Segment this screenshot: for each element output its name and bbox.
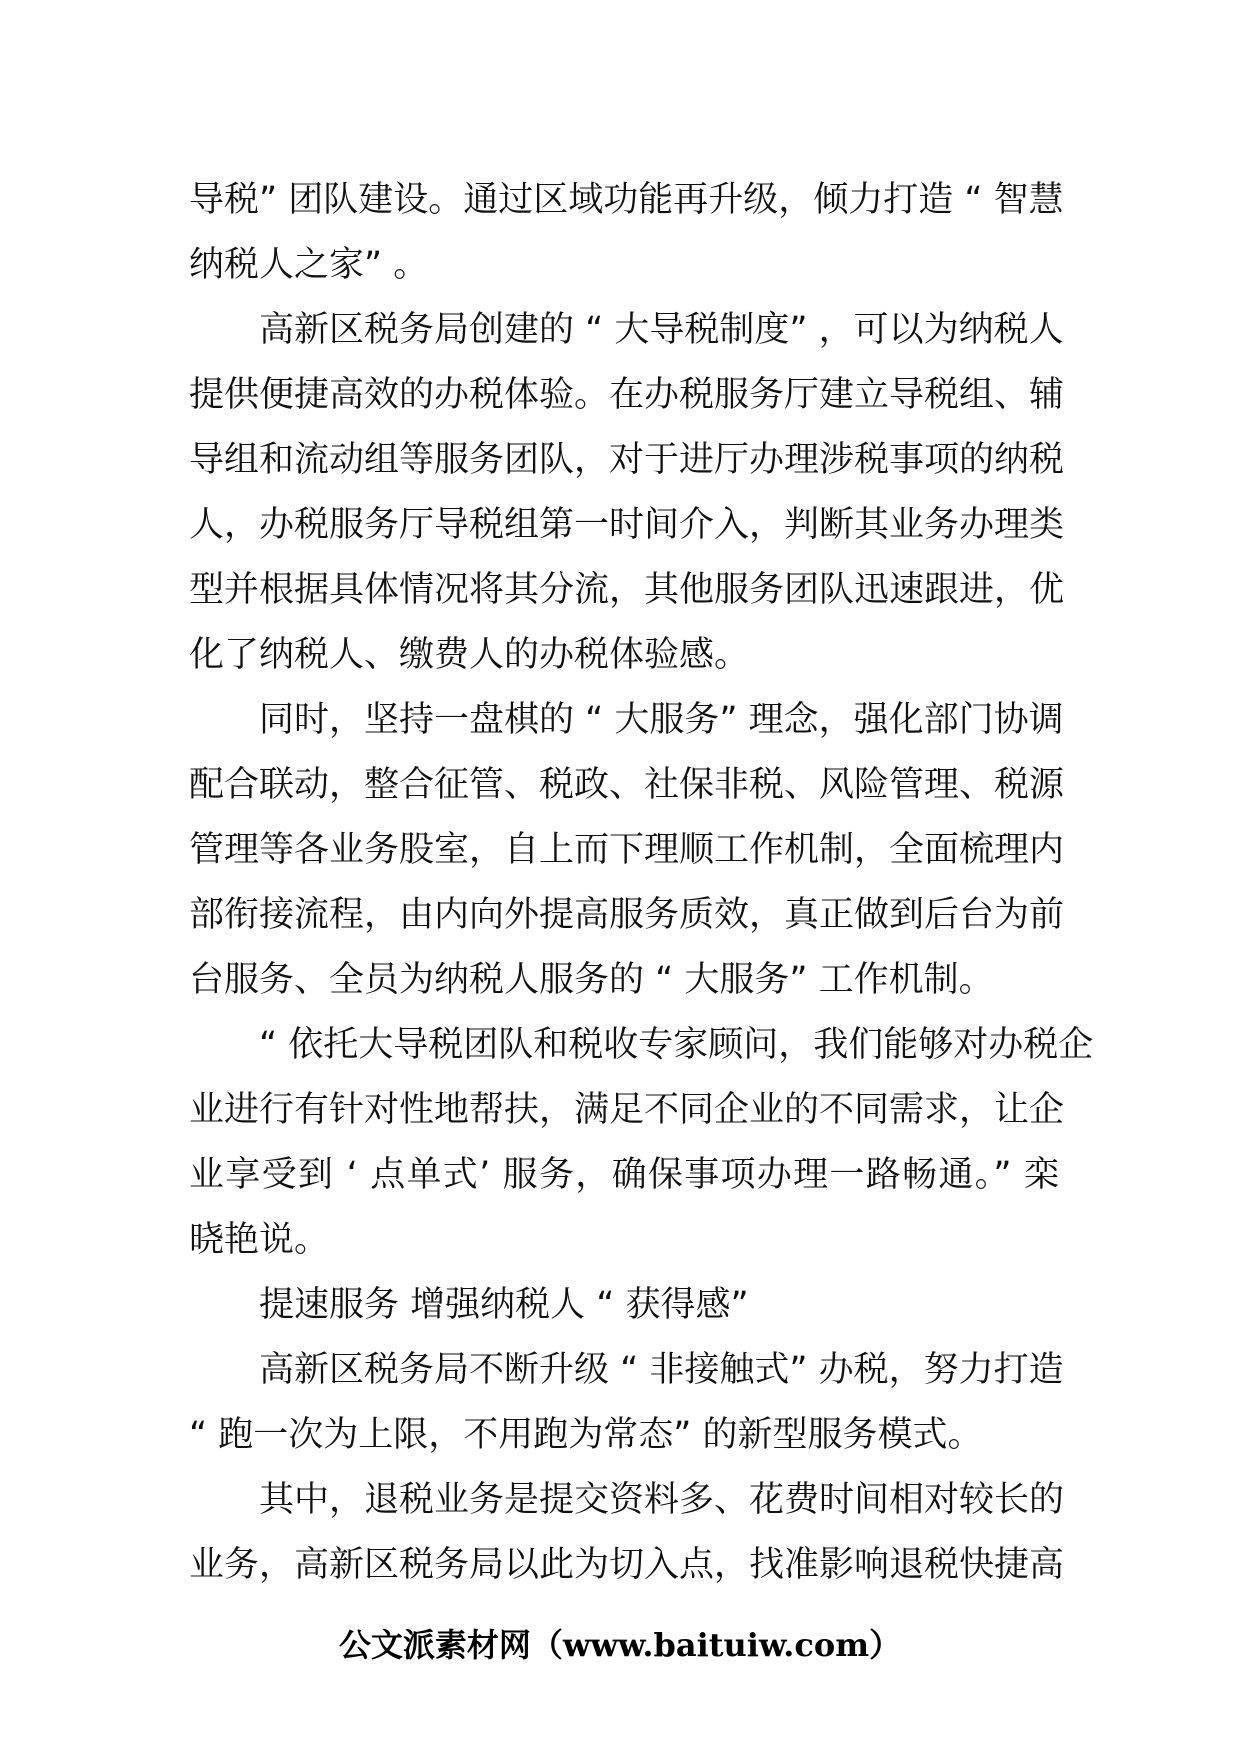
- text-line: “ 跑一次为上限，不用跑为常态” 的新型服务模式。: [189, 1415, 983, 1455]
- text-line: 导组和流动组等服务团队，对于进厅办理涉税事项的纳税: [189, 440, 1065, 480]
- text-line: 管理等各业务股室，自上而下理顺工作机制，全面梳理内: [189, 830, 1065, 870]
- text-line: 配合联动，整合征管、税政、社保非税、风险管理、税源: [189, 765, 1065, 805]
- text-line: 部衔接流程，由内向外提高服务质效，真正做到后台为前: [189, 895, 1065, 935]
- text-line: 导税” 团队建设。通过区域功能再升级，倾力打造 “ 智慧: [189, 180, 1064, 220]
- paragraph-start-line: 其中，退税业务是提交资料多、花费时间相对较长的: [259, 1480, 1065, 1520]
- footer-watermark: 公文派素材网（www.baituiw.com）: [338, 1626, 902, 1664]
- paragraph-start-line: 同时，坚持一盘棋的 “ 大服务” 理念，强化部门协调: [259, 700, 1064, 740]
- text-line: 业务，高新区税务局以此为切入点，找准影响退税快捷高: [189, 1545, 1065, 1585]
- body-text: [189, 168, 1094, 1598]
- paragraph-start-line: 高新区税务局创建的 “ 大导税制度” ，可以为纳税人: [259, 310, 1064, 350]
- text-line: 人，办税服务厅导税组第一时间介入，判断其业务办理类: [189, 505, 1065, 545]
- text-line: 型并根据具体情况将其分流，其他服务团队迅速跟进，优: [189, 570, 1065, 610]
- text-line: 台服务、全员为纳税人服务的 “ 大服务” 工作机制。: [189, 960, 994, 1000]
- text-line: 提供便捷高效的办税体验。在办税服务厅建立导税组、辅: [189, 375, 1065, 415]
- text-line: 业进行有针对性地帮扶，满足不同企业的不同需求，让企: [189, 1090, 1065, 1130]
- text-line: 化了纳税人、缴费人的办税体验感。: [189, 635, 750, 675]
- text-line: 纳税人之家” 。: [189, 245, 429, 285]
- text-line: 业享受到 ‘ 点单式’ 服务，确保事项办理一路畅通。” 栾: [189, 1155, 1059, 1195]
- paragraph-start-line: “ 依托大导税团队和税收专家顾问，我们能够对办税企: [259, 1025, 1094, 1065]
- section-heading: 提速服务 增强纳税人 “ 获得感”: [259, 1285, 749, 1325]
- paragraph-start-line: 高新区税务局不断升级 “ 非接触式” 办税，努力打造: [259, 1350, 1064, 1390]
- text-line: 晓艳说。: [189, 1220, 330, 1260]
